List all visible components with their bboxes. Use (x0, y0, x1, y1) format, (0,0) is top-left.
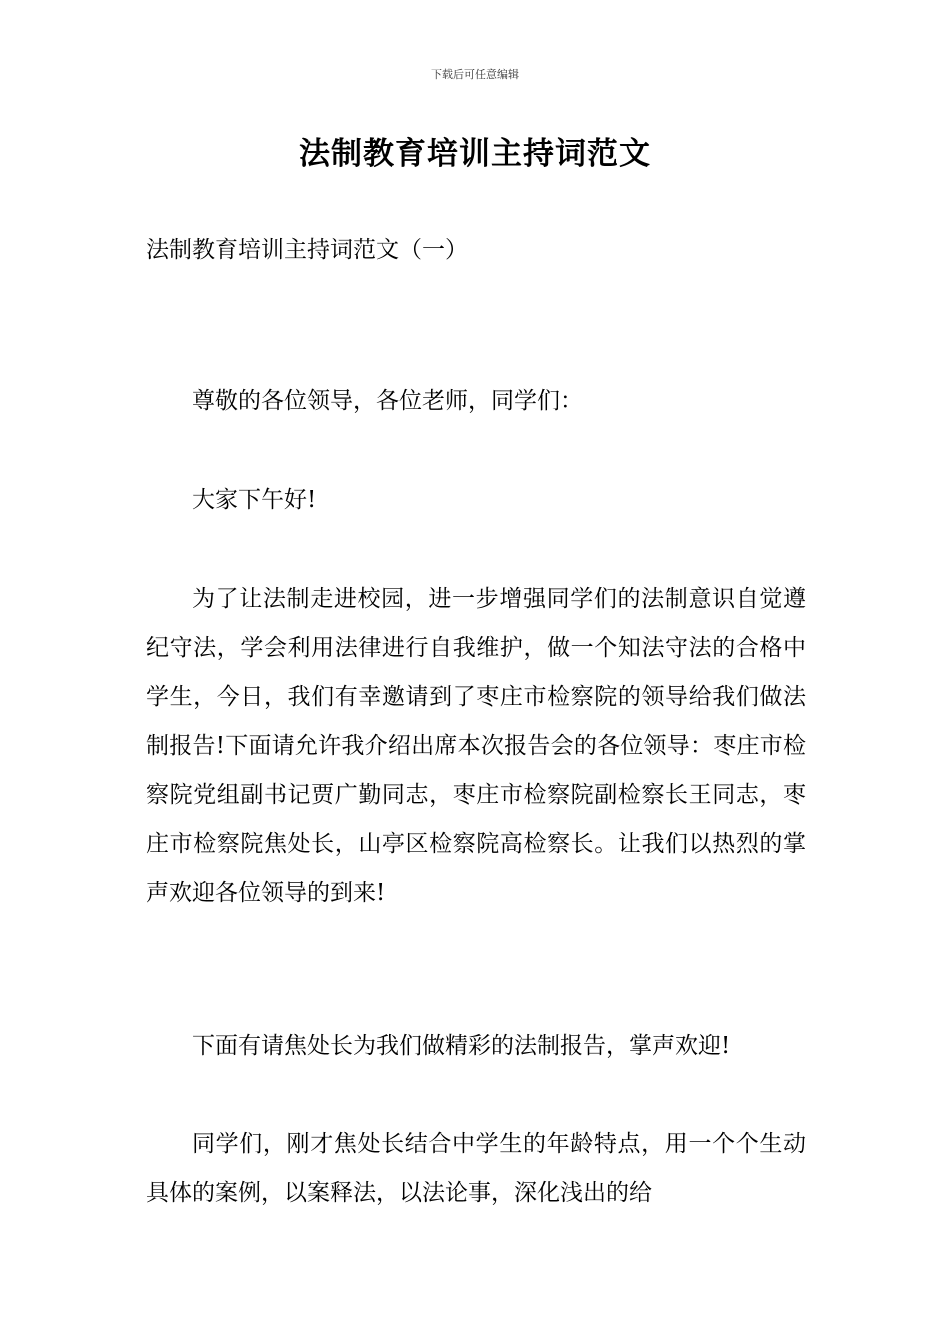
paragraph-text: 为了让法制走进校园，进一步增强同学们的法制意识自觉遵纪守法，学会利用法律进行自我维护，做一个知法守法的合格中学生，今日，我们有幸邀请到了枣庄市检察院的领导给我们做法制报告!下面请允许我介绍出席本次报告会的各位领导：枣庄市检察院党组副书记贾广勤同志，枣庄市检察院副检察长王同志，枣庄市检察院焦处长，山亭区检察院高检察长。让我们以热烈的掌声欢迎各位领导的到来! (146, 586, 806, 906)
header-note: 下载后可任意编辑 (431, 68, 519, 81)
document-subtitle: 法制教育培训主持词范文（一） (146, 237, 468, 263)
paragraph-text: 同学们，刚才焦处长结合中学生的年龄特点，用一个个生动具体的案例，以案释法，以法论事，深化浅出的给 (146, 1131, 806, 1206)
paragraph-closing (146, 1120, 806, 1218)
paragraph-invite (146, 1022, 806, 1071)
document-title: 法制教育培训主持词范文 (299, 136, 651, 172)
paragraph-greeting (146, 377, 806, 426)
paragraph-text: 下面有请焦处长为我们做精彩的法制报告，掌声欢迎! (192, 1033, 731, 1059)
paragraph-hello (146, 476, 806, 525)
paragraph-text: 大家下午好! (192, 487, 317, 513)
paragraph-main (146, 575, 806, 918)
paragraph-text: 尊敬的各位领导，各位老师，同学们： (192, 388, 583, 414)
